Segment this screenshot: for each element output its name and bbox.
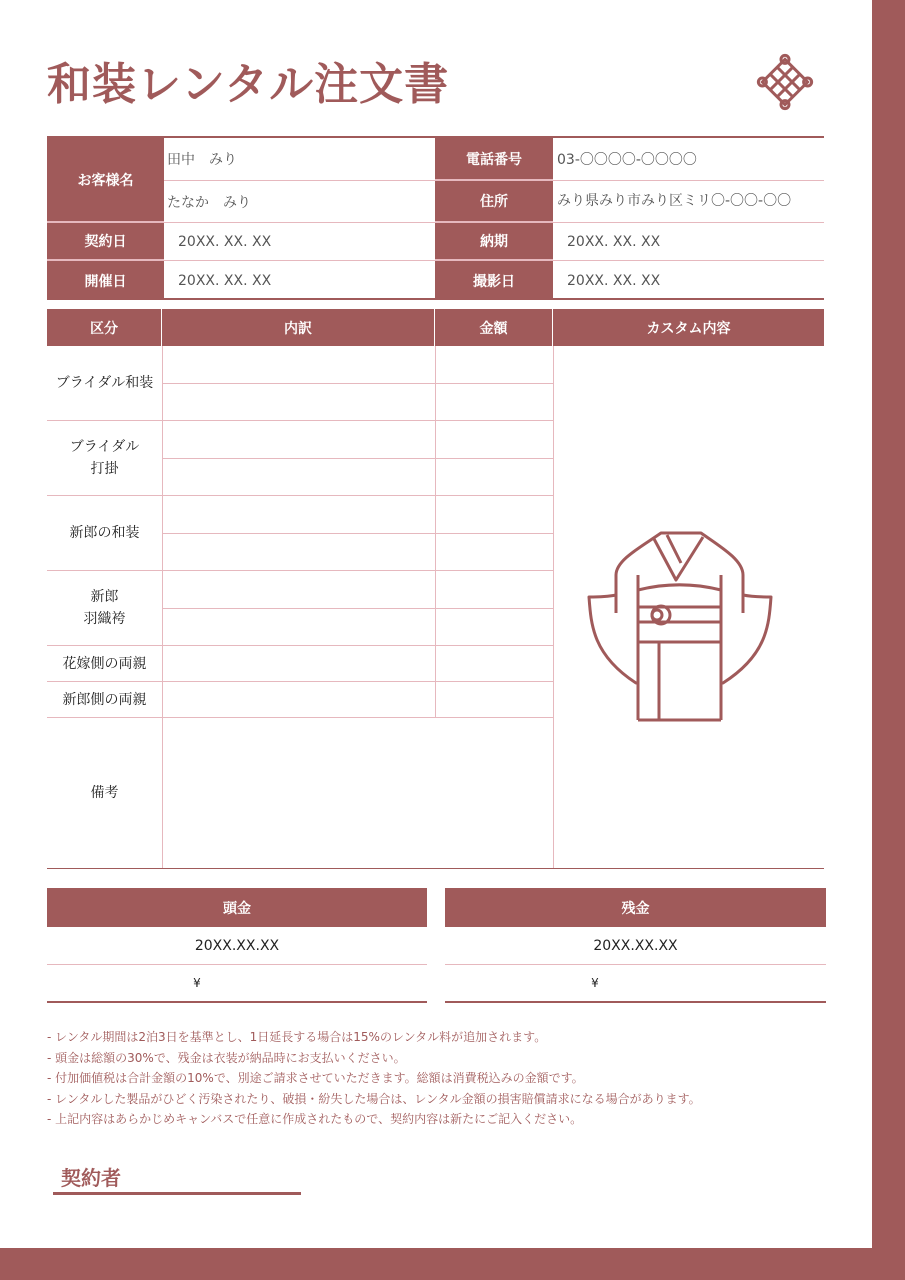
note-line: - 上記内容はあらかじめキャンバスで任意に作成されたもので、契約内容は新たにご記入ください。 [47,1112,583,1126]
table-body [47,346,553,868]
deposit-table [47,888,427,1003]
terms-notes [47,1027,847,1130]
deposit-amount-field[interactable]: ¥ [193,976,201,990]
phone-label: 電話番号 [435,138,553,181]
header-breakdown: 内訳 [162,309,435,346]
amount-cell[interactable] [435,346,553,384]
balance-label: 残金 [445,888,826,927]
knot-ornament-icon [756,53,814,111]
breakdown-cell[interactable] [162,346,435,384]
note-line: - レンタル期間は2泊3日を基準とし、1日延長する場合は15%のレンタル料が追加されます。 [47,1030,547,1044]
contract-date-label: 契約日 [47,223,164,261]
deposit-label: 頭金 [47,888,427,927]
breakdown-cell[interactable] [162,384,435,422]
header-custom: カスタム内容 [553,309,824,346]
balance-date-field[interactable]: 20XX.XX.XX [445,927,826,965]
right-border-bar [872,0,905,1280]
amount-cell[interactable] [435,646,553,682]
bottom-border-bar [0,1248,905,1280]
note-line: - 付加価値税は合計金額の10%で、別途ご請求させていただきます。総額は消費税込みの金額です。 [47,1071,584,1085]
customer-kana-field[interactable]: たなか みり [164,181,435,223]
note-line: - レンタルした製品がひどく汚染されたり、破損・紛失した場合は、レンタル金額の損害賠償請求になる場合があります。 [47,1091,701,1106]
category-label: 花嫁側の両親 [47,646,162,682]
category-label: ブライダル 打掛 [47,421,162,496]
amount-cell[interactable] [435,682,553,718]
balance-amount-field[interactable]: ¥ [591,976,599,990]
breakdown-cell[interactable] [162,609,435,647]
header-category: 区分 [47,309,162,346]
category-label: 備考 [90,785,119,801]
customer-name-label: お客様名 [47,138,164,223]
customer-info-table [47,136,824,300]
amount-cell[interactable] [435,496,553,534]
note-line: - 頭金は総額の30%で、残金は衣装が納品時にお支払いください。 [47,1050,406,1065]
balance-table [445,888,826,1003]
shoot-date-field[interactable]: 20XX. XX. XX [567,272,661,289]
category-label: ブライダル和装 [47,346,162,421]
shoot-date-label: 撮影日 [435,261,553,300]
event-date-label: 開催日 [47,261,164,300]
amount-cell[interactable] [435,421,553,459]
delivery-date-label: 納期 [435,223,553,261]
breakdown-cell[interactable] [162,646,435,682]
breakdown-cell[interactable] [162,496,435,534]
header-amount: 金額 [435,309,553,346]
breakdown-cell[interactable] [162,682,435,718]
amount-cell[interactable] [435,459,553,497]
category-label: 新郎の和装 [47,496,162,571]
signature-label: 契約者 [61,1166,121,1190]
amount-cell[interactable] [435,534,553,572]
breakdown-cell[interactable] [162,421,435,459]
breakdown-cell[interactable] [162,459,435,497]
phone-field[interactable]: 03-〇〇〇〇-〇〇〇〇 [553,138,824,181]
page-title: 和装レンタル注文書 [47,59,450,110]
amount-cell[interactable] [435,384,553,422]
address-field[interactable]: みり県みり市みり区ミリ〇-〇〇-〇〇 [553,181,824,223]
order-table [47,309,824,869]
amount-cell[interactable] [435,571,553,609]
delivery-date-field[interactable]: 20XX. XX. XX [553,223,824,261]
category-label: 新郎側の両親 [47,682,162,718]
breakdown-cell[interactable] [162,534,435,572]
address-label: 住所 [435,181,553,223]
kimono-icon [581,525,781,725]
custom-content-cell[interactable] [553,346,824,868]
breakdown-cell[interactable] [162,571,435,609]
contract-date-field[interactable]: 20XX. XX. XX [164,223,435,261]
customer-name-field[interactable]: 田中 みり [164,138,435,181]
event-date-field[interactable]: 20XX. XX. XX [178,272,272,289]
category-label: 新郎 羽織袴 [47,571,162,646]
deposit-date-field[interactable]: 20XX.XX.XX [47,927,427,965]
signature-line[interactable] [53,1192,301,1195]
amount-cell[interactable] [435,609,553,647]
remarks-field[interactable] [162,718,553,868]
